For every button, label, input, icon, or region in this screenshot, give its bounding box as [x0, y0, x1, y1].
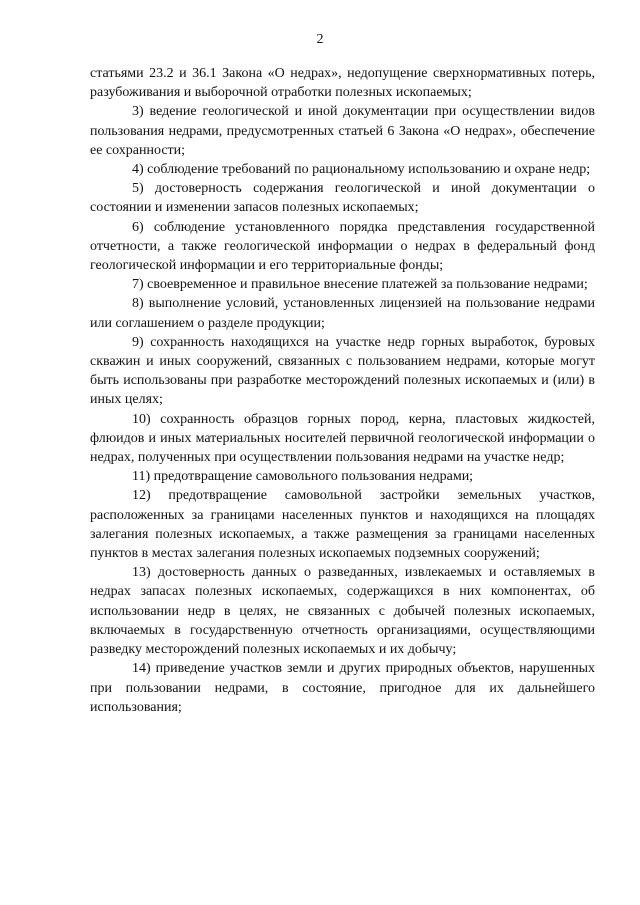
paragraph-item-4: 4) соблюдение требований по рациональному использованию и охране недр;	[132, 162, 591, 178]
paragraph-item-14: 14) приведение участков земли и других природных объектов, нарушенных при пользовании недрами, в состояние, пригодное для их дальнейшего использования;	[90, 661, 595, 715]
paragraph-item-8: 8) выполнение условий, установленных лицензией на пользование недрами или соглашением о разделе продукции;	[90, 296, 595, 331]
paragraph-item-11: 11) предотвращение самовольного пользования недрами;	[132, 469, 474, 485]
paragraph-item-3: 3) ведение геологической и иной документации при осуществлении видов пользования недрами, предусмотренных статьей 6 Закона «О недрах», обеспечение ее сохранности;	[90, 104, 595, 158]
paragraph-item-5: 5) достоверность содержания геологической и иной документации о состоянии и изменении запасов полезных ископаемых;	[90, 181, 595, 216]
paragraph-item-12: 12) предотвращение самовольной застройки земельных участков, расположенных за границами населенных пунктов и находящихся на площадях залегания полезных ископаемых, а также размещения за границами населенных пунктов в местах залегания полезных ископаемых подземных сооружений;	[90, 488, 595, 562]
document-body	[90, 64, 595, 717]
page-number: 2	[316, 32, 324, 47]
paragraph-item-6: 6) соблюдение установленного порядка представления государственной отчетности, а также геологической информации о недрах в федеральный фонд геологической информации и его территориальные фонды;	[90, 219, 595, 274]
paragraph-item-9: 9) сохранность находящихся на участке недр горных выработок, буровых скважин и иных сооружений, связанных с пользованием недрами, которые могут быть использованы при разработке месторождений полезных ископаемых и (или) в иных целях;	[90, 334, 595, 408]
paragraph-continuation: статьями 23.2 и 36.1 Закона «О недрах», недопущение сверхнормативных потерь, разубоживания и выборочной отработки полезных ископаемых;	[90, 66, 595, 101]
paragraph-item-7: 7) своевременное и правильное внесение платежей за пользование недрами;	[132, 277, 588, 293]
paragraph-item-13: 13) достоверность данных о разведанных, извлекаемых и оставляемых в недрах запасах полезных ископаемых, содержащихся в них компонентах, об использовании недр в целях, не связанных с добычей полезных ископаемых, включаемых в государственную отчетность организациями, осуществляющими разведку месторождений полезных ископаемых и их добычу;	[90, 565, 595, 658]
paragraph-item-10: 10) сохранность образцов горных пород, керна, пластовых жидкостей, флюидов и иных материальных носителей первичной геологической информации о недрах, полученных при осуществлении пользования недрами на участке недр;	[90, 411, 595, 466]
